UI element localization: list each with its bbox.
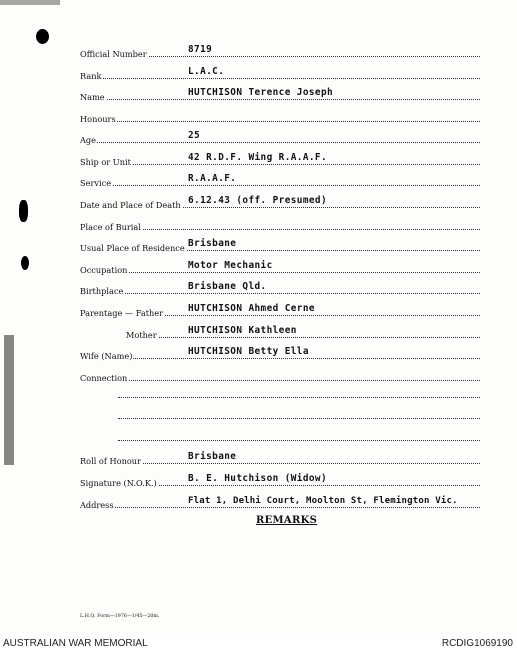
field-rank <box>80 61 480 83</box>
field-label: Mother <box>126 330 157 340</box>
footer-left-caption: AUSTRALIAN WAR MEMORIAL <box>3 638 148 649</box>
field-place-of-burial <box>80 212 480 234</box>
field-value: Flat 1, Delhi Court, Moolton St, Flemington Vic. <box>188 496 458 506</box>
dotted-line <box>126 337 480 338</box>
field-label: Address <box>80 500 114 510</box>
field-label: Service <box>80 178 112 188</box>
field-date-place-of-death <box>80 190 480 212</box>
field-value: HUTCHISON Kathleen <box>188 325 297 336</box>
dotted-line <box>80 142 480 143</box>
field-usual-residence <box>80 233 480 255</box>
field-value: Brisbane <box>188 451 237 462</box>
field-label: Signature (N.O.K.) <box>80 478 157 488</box>
dotted-line <box>80 380 480 381</box>
field-name <box>80 82 480 104</box>
field-label: Parentage — Father <box>80 308 164 318</box>
field-official-number <box>80 39 480 61</box>
field-label: Name <box>80 92 105 102</box>
field-value: 42 R.D.F. Wing R.A.A.F. <box>188 152 328 163</box>
dotted-line <box>80 358 480 359</box>
field-label: Age <box>80 135 96 145</box>
field-label: Date and Place of Death <box>80 200 181 210</box>
blank-line <box>118 397 480 398</box>
field-value: 8719 <box>188 44 213 55</box>
field-honours <box>80 104 480 126</box>
field-wife <box>80 341 480 363</box>
punch-hole-middle <box>19 200 28 222</box>
field-value: B. E. Hutchison (Widow) <box>188 473 328 484</box>
field-value: Brisbane <box>188 238 237 249</box>
field-value: 25 <box>188 130 201 141</box>
field-label: Ship or Unit <box>80 157 131 167</box>
punch-hole-top <box>36 29 49 44</box>
field-label: Occupation <box>80 265 128 275</box>
dotted-line <box>80 78 480 79</box>
blank-line <box>118 440 480 441</box>
field-value: L.A.C. <box>188 66 225 77</box>
punch-hole-lower <box>21 256 29 270</box>
field-connection <box>80 363 480 385</box>
dotted-line <box>80 293 480 294</box>
field-label: Connection <box>80 373 128 383</box>
dotted-line <box>80 185 480 186</box>
dotted-line <box>80 507 480 508</box>
field-label: Birthplace <box>80 286 124 296</box>
dotted-line <box>80 272 480 273</box>
field-occupation <box>80 255 480 277</box>
remarks-heading: REMARKS <box>256 515 318 526</box>
field-father <box>80 298 480 320</box>
field-roll-of-honour <box>80 446 480 468</box>
field-label: Honours <box>80 114 116 124</box>
field-value: HUTCHISON Ahmed Cerne <box>188 303 315 314</box>
form-imprint: L.H.Q. Form—1976—1/45—20m. <box>80 614 160 619</box>
field-mother <box>80 320 480 342</box>
field-value: R.A.A.F. <box>188 173 237 184</box>
field-service <box>80 168 480 190</box>
field-value: Motor Mechanic <box>188 260 273 271</box>
field-label: Usual Place of Residence <box>80 243 185 253</box>
field-signature-nok <box>80 468 480 490</box>
dotted-line <box>80 164 480 165</box>
field-birthplace <box>80 276 480 298</box>
field-value: Brisbane Qld. <box>188 281 267 292</box>
field-label: Place of Burial <box>80 222 141 232</box>
field-ship-or-unit <box>80 147 480 169</box>
field-label: Wife (Name) <box>80 351 133 361</box>
field-label: Rank <box>80 71 102 81</box>
field-value: HUTCHISON Terence Joseph <box>188 87 334 98</box>
field-age <box>80 125 480 147</box>
blank-line <box>118 418 480 419</box>
field-label: Official Number <box>80 49 147 59</box>
field-address <box>80 490 480 512</box>
binding-edge-mark <box>4 335 14 465</box>
dotted-line <box>80 121 480 122</box>
field-label: Roll of Honour <box>80 456 141 466</box>
field-value: HUTCHISON Betty Ella <box>188 346 309 357</box>
footer-right-caption: RCDIG1069190 <box>441 638 513 649</box>
dotted-line <box>80 99 480 100</box>
top-edge-mark <box>0 0 60 5</box>
field-value: 6.12.43 (off. Presumed) <box>188 195 328 206</box>
